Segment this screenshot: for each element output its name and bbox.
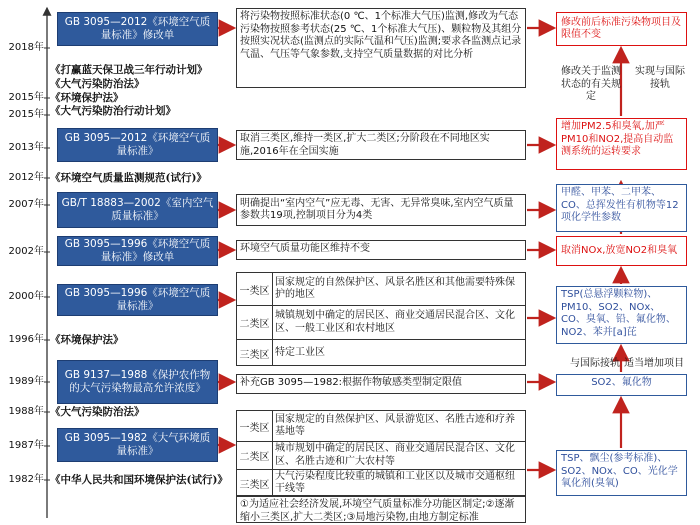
change-box-2002: 甲醛、甲苯、二甲苯、CO、总挥发性有机物等12项化学性参数 [556,184,687,232]
category-row [237,411,525,441]
year-label: 1989年 [8,376,44,387]
category-label: 二类区 [237,306,273,339]
standard-box-1996: GB 3095—1996《环境空气质量标准》 [57,284,218,316]
law-label: 《大气污染防治法》 [50,78,145,90]
change-box-1982: TSP、飘尘(参考标准)、SO2、NOx、CO、光化学氧化剂(臭氧) [556,450,687,496]
year-label: 2007年 [8,199,44,210]
description-1988: 补充GB 3095—1982:根据作物敏感类型制定限值 [236,374,526,394]
category-label: 三类区 [237,340,273,366]
standard-box-1982: GB 3095—1982《大气环境质量标准》 [57,428,218,462]
category-text: 大气污染程度比较重的城镇和工业区以及城市交通枢纽干线等 [275,470,515,494]
category-text: 国家规定的自然保护区、风景游览区、名胜古迹和疗养基地等 [275,413,515,437]
law-label: 《中华人民共和国环境保护法(试行)》 [50,474,228,486]
category-row [237,469,525,496]
law-label: 《环境保护法》 [50,334,124,346]
year-label: 1996年 [8,334,44,345]
change-box-2012: 增加PM2.5和臭氧,加严PM10和NO2,提高自动监测系统的运转要求 [556,118,687,170]
standard-box-2000: GB 3095—1996《环境空气质量标准》修改单 [57,236,218,266]
category-text: 国家规定的自然保护区、风景名胜区和其他需要特殊保护的地区 [275,276,515,300]
category-row [237,305,525,339]
category-row [237,273,525,305]
law-label: 《环境保护法》 [50,92,124,104]
description-2000: 环境空气质量功能区维持不变 [236,240,526,260]
description-2002: 明确提出“室内空气”应无毒、无害、无异常臭味,室内空气质量参数共19项,控制项目分为4类 [236,194,526,226]
law-label: 《大气污染防治法》 [50,406,145,418]
category-row [237,441,525,469]
year-label: 1982年 [8,474,44,485]
category-text: 特定工业区 [275,346,325,358]
category-text: 城镇规划中确定的居民区、商业交通居民混合区、文化区、一般工业区和农村地区 [275,310,515,334]
category-label: 一类区 [237,411,273,441]
description-2018: 将污染物按照标准状态(0 ℃、1个标准大气压)监测,修改为气态污染物按照参考状态(25 ℃、1个标准大气压)、颗粒物及其组分按照实况状态(监测点的实际气温和气压)监测;要求各监测点记录气温、气压等气象参数,支持空气质量数据的对比分析 [236,8,526,88]
law-label: 《打赢蓝天保卫战三年行动计划》 [50,64,208,76]
description-1982-note: ①为适应社会经济发展,环境空气质量标准分功能区制定;②逐渐缩小三类区,扩大二类区;③局地污染物,由地方制定标准 [236,496,526,523]
annotation-monitor-state: 修改关于监测状态的有关规定 [561,66,621,102]
standard-box-1988: GB 9137—1988《保护农作物的大气污染物最高允许浓度》 [57,360,218,404]
change-box-1996: TSP(总悬浮颗粒物)、PM10、SO2、NOx、CO、臭氧、铅、氟化物、NO2、苯并[a]芘 [556,286,687,344]
year-label: 2018年 [8,42,44,53]
law-label: 《环境空气质量监测规范(试行)》 [50,172,207,184]
category-label: 三类区 [237,470,273,496]
change-box-1988: SO2、氟化物 [556,374,687,396]
annotation-international-1: 实现与国际接轨 [635,66,685,90]
year-label: 2015年 [8,92,44,103]
category-label: 一类区 [237,273,273,305]
annotation-international-2: 与国际接轨 [570,358,620,369]
standard-box-2018: GB 3095—2012《环境空气质量标准》修改单 [57,12,218,46]
standard-box-2002: GB/T 18883—2002《室内空气质量标准》 [57,192,218,228]
year-label: 2000年 [8,291,44,302]
law-label: 《大气污染防治行动计划》 [50,105,176,117]
category-text: 城市规划中确定的居民区、商业交通居民混合区、文化区、名胜古迹和广大农村等 [275,443,515,467]
year-label: 1987年 [8,440,44,451]
year-label: 2013年 [8,142,44,153]
description-2012: 取消三类区,维持一类区,扩大二类区;分阶段在不同地区实施,2016年在全国实施 [236,130,526,160]
category-row [237,339,525,366]
year-label: 2012年 [8,172,44,183]
change-box-2018: 修改前后标准污染物项目及限值不变 [556,12,687,46]
year-label: 2002年 [8,246,44,257]
category-table-1982 [236,410,526,496]
annotation-add-items: 适当增加项目 [624,358,684,369]
change-box-2000: 取消NOx,放宽NO2和臭氧 [556,236,687,266]
standard-box-2012: GB 3095—2012《环境空气质量标准》 [57,128,218,162]
category-label: 二类区 [237,442,273,469]
year-label: 1988年 [8,406,44,417]
category-table-1996 [236,272,526,366]
year-label: 2015年 [8,109,44,120]
